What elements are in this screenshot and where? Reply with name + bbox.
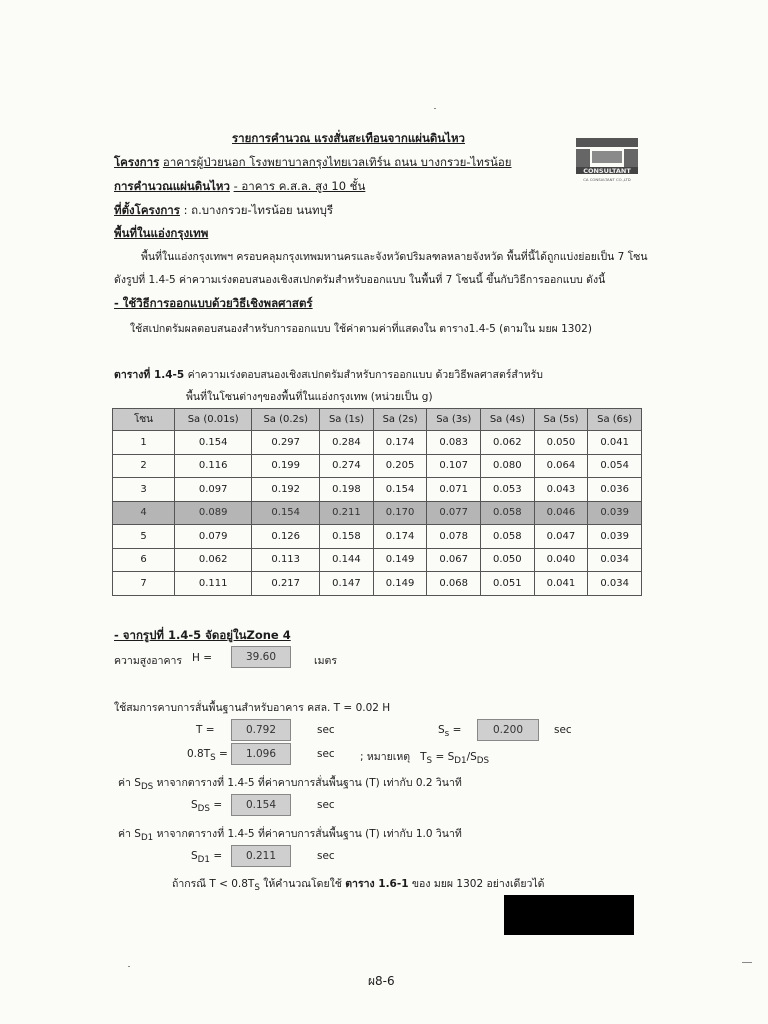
location-line	[114, 202, 333, 220]
sa-value-cell: 0.051	[481, 572, 535, 596]
sa-value-cell: 0.047	[534, 525, 588, 549]
sa-value-cell: 0.067	[427, 548, 481, 572]
company-logo-icon	[572, 136, 642, 184]
sa-value-cell: 0.064	[534, 454, 588, 478]
sa-value-cell: 0.080	[481, 454, 535, 478]
zone-cell: 2	[113, 454, 175, 478]
sa-value-cell: 0.154	[373, 478, 427, 502]
table-header-row	[113, 409, 642, 431]
ss-value: 0.200	[477, 719, 539, 741]
height-value: 39.60	[231, 646, 291, 668]
area-heading: พื้นที่ในแอ่งกรุงเทพ	[114, 226, 209, 240]
sa-value-cell: 0.039	[588, 501, 642, 525]
sa-value-cell: 0.097	[175, 478, 252, 502]
sa-value-cell: 0.149	[373, 572, 427, 596]
header-sa-6: Sa (6s)	[588, 409, 642, 431]
sa-value-cell: 0.144	[320, 548, 374, 572]
sa-value-cell: 0.062	[481, 431, 535, 455]
sa-value-cell: 0.154	[252, 501, 320, 525]
sa-value-cell: 0.297	[252, 431, 320, 455]
sa-value-cell: 0.043	[534, 478, 588, 502]
sds-label: $S_{DS}$ =	[191, 799, 223, 815]
table-caption	[114, 366, 543, 383]
t-value: 0.792	[231, 719, 291, 741]
method-text: ใช้สเปกตรัมผลตอบสนองสำหรับการออกแบบ ใช้ค่าตามค่าที่แสดงใน ตาราง1.4-5 (ตามใน มยผ 1302)	[130, 323, 592, 335]
sa-value-cell: 0.192	[252, 478, 320, 502]
scan-speck	[128, 966, 130, 967]
project-value: อาคารผู้ป่วยนอก โรงพยาบาลกรุงไทยเวลเทิร์น ถนน บางกรวย-ไทรน้อย	[162, 155, 512, 169]
sds-value: 0.154	[231, 794, 291, 816]
sa-value-cell: 0.053	[481, 478, 535, 502]
sa-value-cell: 0.111	[175, 572, 252, 596]
table-row	[113, 548, 642, 572]
header-sa-001: Sa (0.01s)	[175, 409, 252, 431]
zone-heading: - จากรูปที่ 1.4-5 จัดอยู่ในZone 4	[114, 628, 291, 642]
table-caption-line1: ค่าความเร่งตอบสนองเชิงสเปกตรัมสำหรับการออกแบบ ด้วยวิธีพลศาสตร์สำหรับ	[187, 369, 543, 381]
table-row	[113, 525, 642, 549]
sa-value-cell: 0.046	[534, 501, 588, 525]
sa-value-cell: 0.158	[320, 525, 374, 549]
spectral-acceleration-table	[112, 408, 642, 596]
sa-value-cell: 0.199	[252, 454, 320, 478]
sa-value-cell: 0.147	[320, 572, 374, 596]
sa-value-cell: 0.089	[175, 501, 252, 525]
sa-value-cell: 0.039	[588, 525, 642, 549]
sds-unit: sec	[317, 799, 335, 811]
table-row	[113, 478, 642, 502]
header-sa-5: Sa (5s)	[534, 409, 588, 431]
sa-value-cell: 0.170	[373, 501, 427, 525]
ss-unit: sec	[554, 724, 572, 736]
sa-value-cell: 0.205	[373, 454, 427, 478]
zone-cell: 6	[113, 548, 175, 572]
method-heading: - ใช้วิธีการออกแบบด้วยวิธีเชิงพลศาสตร์	[114, 296, 313, 310]
location-value: : ถ.บางกรวย-ไทรน้อย นนทบุรี	[183, 203, 334, 217]
sa-value-cell: 0.217	[252, 572, 320, 596]
sa-value-cell: 0.041	[534, 572, 588, 596]
ts-unit: sec	[317, 748, 335, 760]
intro-line-1: พื้นที่ในแอ่งกรุงเทพฯ ครอบคลุมกรุงเทพมหานครและจังหวัดปริมลฑลหลายจังหวัด พื้นที่นี้ได้ถูกแบ่งย่อยเป็น 7 โซน	[141, 251, 648, 263]
period-formula: ใช้สมการคาบการสั่นพื้นฐานสำหรับอาคาร คสล. T = 0.02 H	[114, 702, 391, 714]
height-label: ความสูงอาคาร	[114, 655, 183, 667]
header-sa-2: Sa (2s)	[373, 409, 427, 431]
sa-value-cell: 0.126	[252, 525, 320, 549]
sa-value-cell: 0.040	[534, 548, 588, 572]
sa-value-cell: 0.050	[481, 548, 535, 572]
table-caption-line2: พื้นที่ในโซนต่างๆของพื้นที่ในแอ่งกรุงเทพ (หน่วยเป็น g)	[186, 391, 433, 403]
sa-value-cell: 0.154	[175, 431, 252, 455]
sa-value-cell: 0.284	[320, 431, 374, 455]
sa-value-cell: 0.083	[427, 431, 481, 455]
project-line	[114, 154, 512, 172]
table-row	[113, 431, 642, 455]
sa-value-cell: 0.107	[427, 454, 481, 478]
sa-value-cell: 0.058	[481, 501, 535, 525]
sa-value-cell: 0.058	[481, 525, 535, 549]
logo-text: CONSULTANT	[583, 167, 631, 175]
zone-cell: 5	[113, 525, 175, 549]
zone-cell: 4	[113, 501, 175, 525]
header-sa-02: Sa (0.2s)	[252, 409, 320, 431]
redaction-block	[504, 895, 634, 935]
sd1-description: ค่า $S_{D1}$ หาจากตารางที่ 1.4-5 ที่ค่าคาบการสั่นพื้นฐาน (T) เท่ากับ 1.0 วินาที	[118, 828, 462, 844]
zone-cell: 1	[113, 431, 175, 455]
ts-note: ; หมายเหตุ $T_S = S_{D1}/S_{DS}$	[360, 751, 490, 767]
sa-value-cell: 0.054	[588, 454, 642, 478]
sa-value-cell: 0.198	[320, 478, 374, 502]
ts-value: 1.096	[231, 743, 291, 765]
sd1-label: $S_{D1}$ =	[191, 850, 223, 866]
table-row	[113, 454, 642, 478]
t-unit: sec	[317, 724, 335, 736]
table-caption-label: ตารางที่ 1.4-5	[114, 369, 185, 381]
header-sa-1: Sa (1s)	[320, 409, 374, 431]
sa-value-cell: 0.071	[427, 478, 481, 502]
project-label: โครงการ	[114, 155, 160, 169]
sa-value-cell: 0.036	[588, 478, 642, 502]
zone-cell: 7	[113, 572, 175, 596]
document-title: รายการคำนวณ แรงสั่นสะเทือนจากแผ่นดินไหว	[232, 131, 465, 145]
sa-value-cell: 0.041	[588, 431, 642, 455]
ts-label: $0.8T_S$ =	[187, 748, 228, 764]
table-row	[113, 501, 642, 525]
sa-value-cell: 0.174	[373, 525, 427, 549]
sa-value-cell: 0.113	[252, 548, 320, 572]
height-eq: H =	[192, 652, 213, 664]
sa-value-cell: 0.034	[588, 572, 642, 596]
table-row	[113, 572, 642, 596]
sa-value-cell: 0.077	[427, 501, 481, 525]
calc-line	[114, 178, 365, 196]
sa-value-cell: 0.034	[588, 548, 642, 572]
sd1-value: 0.211	[231, 845, 291, 867]
header-zone: โซน	[113, 409, 175, 431]
calc-value: - อาคาร ค.ส.ล. สูง 10 ชั้น	[233, 179, 366, 193]
page-number: ผ8-6	[368, 974, 395, 988]
logo-subtext: CA CONSULTANT CO.,LTD	[583, 177, 631, 182]
location-label: ที่ตั้งโครงการ	[114, 203, 180, 217]
sa-value-cell: 0.078	[427, 525, 481, 549]
sd1-unit: sec	[317, 850, 335, 862]
sa-value-cell: 0.149	[373, 548, 427, 572]
sds-description: ค่า $S_{DS}$ หาจากตารางที่ 1.4-5 ที่ค่าคาบการสั่นพื้นฐาน (T) เท่ากับ 0.2 วินาที	[118, 777, 462, 793]
intro-line-2: ดังรูปที่ 1.4-5 ค่าความเร่งตอบสนองเชิงสเปกตรัมสำหรับออกแบบ ในพื้นที่ 7 โซนนี้ ขึ้นกับวิธีการออกแบบ ดังนี้	[114, 274, 606, 286]
height-unit: เมตร	[314, 655, 337, 667]
sa-value-cell: 0.174	[373, 431, 427, 455]
ss-label: $S_s$ =	[438, 724, 462, 740]
sa-value-cell: 0.050	[534, 431, 588, 455]
zone-cell: 3	[113, 478, 175, 502]
header-sa-3: Sa (3s)	[427, 409, 481, 431]
sa-value-cell: 0.211	[320, 501, 374, 525]
sa-value-cell: 0.274	[320, 454, 374, 478]
scan-speck	[434, 108, 436, 109]
calc-label: การคำนวณแผ่นดินไหว	[114, 179, 230, 193]
sa-value-cell: 0.062	[175, 548, 252, 572]
scan-speck	[742, 962, 752, 963]
sa-value-cell: 0.068	[427, 572, 481, 596]
final-note: ถ้ากรณี $T < 0.8T_S$ ให้คำนวณโดยใช้ ตาราง 1.6-1 ของ มยผ 1302 อย่างเดียวได้	[172, 878, 545, 894]
t-label: T =	[196, 724, 215, 736]
sa-value-cell: 0.079	[175, 525, 252, 549]
header-sa-4: Sa (4s)	[481, 409, 535, 431]
sa-value-cell: 0.116	[175, 454, 252, 478]
